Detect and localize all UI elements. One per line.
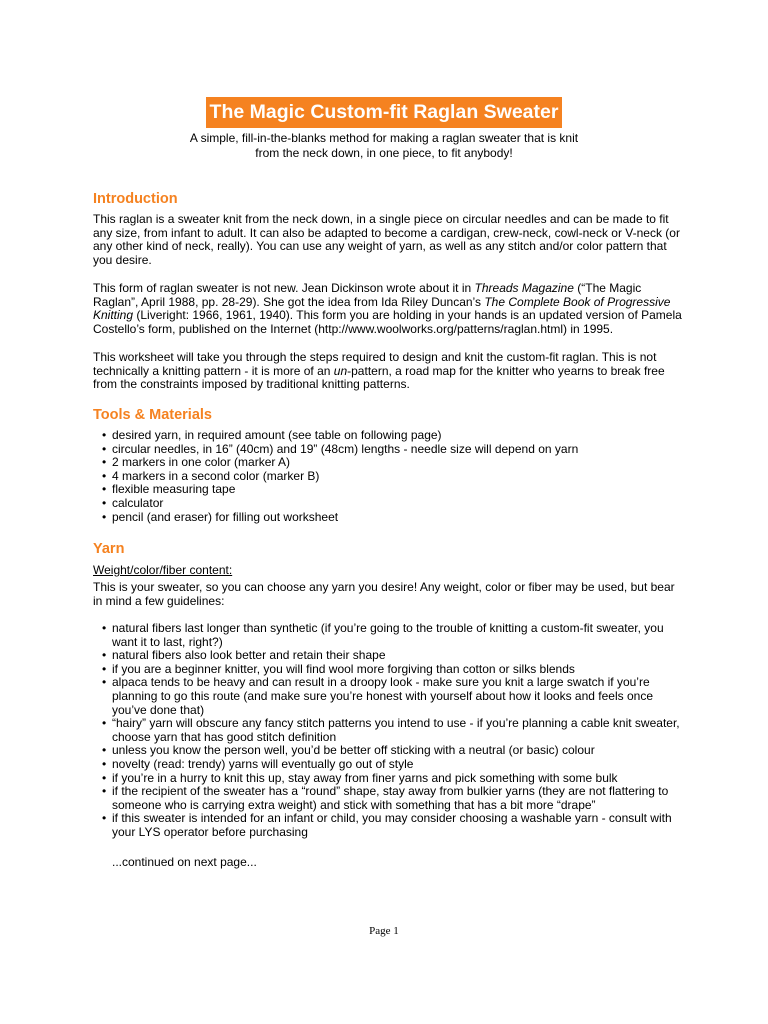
heading-yarn: Yarn	[93, 541, 125, 557]
list-item: • natural fibers last longer than synthetic (if you’re going to the trouble of knitting a custom-fit sweater, you want it to last, right?)	[93, 622, 688, 649]
p3-text-c: -pattern, a road map for the knitter who yearns to break free from the constraints imposed by traditional knitting patterns.	[93, 363, 665, 392]
list-item: • desired yarn, in required amount (see table on following page)	[93, 429, 688, 443]
subtitle-line-1: A simple, fill-in-the-blanks method for making a raglan sweater that is knit	[189, 131, 579, 145]
list-item: • if the recipient of the sweater has a “round” shape, stay away from bulkier yarns (they are not flattering to someone who is carrying extra weight) and stick with something that has a bit more “drape”	[93, 785, 688, 812]
heading-tools-materials: Tools & Materials	[93, 407, 212, 423]
list-item: • pencil (and eraser) for filling out worksheet	[93, 511, 688, 525]
yarn-subheading: Weight/color/fiber content:	[93, 563, 233, 577]
intro-paragraph-1: This raglan is a sweater knit from the neck down, in a single piece on circular needles and can be made to fit any size, from infant to adult. It can also be adapted to become a cardigan, crew-neck, cowl-neck or V-neck (or any other kind of neck, really). You can use any weight of yarn, as well as any stitch and/or color pattern that you desire.	[93, 212, 680, 267]
p3-un-italic: un	[333, 363, 348, 378]
list-item: • 2 markers in one color (marker A)	[93, 456, 688, 470]
tools-list	[93, 429, 688, 524]
woolworks-link[interactable]: http://www.woolworks.org/patterns/raglan.html	[318, 321, 564, 336]
intro-paragraph-3	[93, 351, 683, 392]
yarn-guidelines-list	[93, 622, 688, 840]
p2-magazine-title: Threads Magazine	[474, 281, 574, 295]
subtitle-line-2: from the neck down, in one piece, to fit anybody!	[255, 146, 513, 160]
list-item: • if you are a beginner knitter, you will find wool more forgiving than cotton or silks blends	[93, 663, 688, 677]
continued-note: ...continued on next page...	[112, 855, 257, 869]
document-subtitle	[0, 131, 768, 161]
heading-introduction: Introduction	[93, 191, 178, 207]
p2-text-a: This form of raglan sweater is not new. Jean Dickinson wrote about it in	[93, 281, 475, 295]
list-item: • novelty (read: trendy) yarns will eventually go out of style	[93, 758, 688, 772]
list-item: • alpaca tends to be heavy and can result in a droopy look - make sure you knit a large swatch if you’re planning to go this route (and make sure you’re honest with yourself about how it looks and feels once you’ve done that)	[93, 676, 688, 717]
p3-text-a: This worksheet will take you through the steps required to design and knit the custom-fit raglan. This is not technically a knitting pattern - it is more of an	[93, 350, 657, 378]
list-item: • natural fibers also look better and retain their shape	[93, 649, 688, 663]
title-banner	[0, 97, 768, 128]
list-item: • 4 markers in a second color (marker B)	[93, 470, 688, 484]
yarn-paragraph: This is your sweater, so you can choose any yarn you desire! Any weight, color or fiber may be used, but bear in mind a few guidelines:	[93, 580, 675, 608]
intro-paragraph-2	[93, 282, 683, 336]
p2-text-g: ) in 1995.	[563, 321, 614, 336]
document-title: The Magic Custom-fit Raglan Sweater	[206, 97, 563, 128]
list-item: • unless you know the person well, you’d be better off sticking with a neutral (or basic) colour	[93, 744, 688, 758]
page-number: Page 1	[369, 925, 399, 937]
list-item: • flexible measuring tape	[93, 483, 688, 497]
p2-text-c: (“The Magic Raglan”, April 1988, pp. 28-29). She got the idea from Ida Riley Duncan’s	[93, 281, 642, 309]
list-item: • “hairy” yarn will obscure any fancy stitch patterns you intend to use - if you’re planning a cable knit sweater, choose yarn that has good stitch definition	[93, 717, 688, 744]
list-item: • if you’re in a hurry to knit this up, stay away from finer yarns and pick something with some bulk	[93, 772, 688, 786]
p2-text-e: (Liveright: 1966, 1961, 1940). This form you are holding in your hands is an updated version of Pamela Costello’s form, published on the Internet (	[93, 308, 682, 336]
list-item: • if this sweater is intended for an infant or child, you may consider choosing a washable yarn - consult with your LYS operator before purchasing	[93, 812, 688, 839]
list-item: • circular needles, in 16” (40cm) and 19” (48cm) lengths - needle size will depend on yarn	[93, 443, 688, 457]
list-item: • calculator	[93, 497, 688, 511]
p2-book-title: The Complete Book of Progressive Knitting	[93, 294, 671, 323]
